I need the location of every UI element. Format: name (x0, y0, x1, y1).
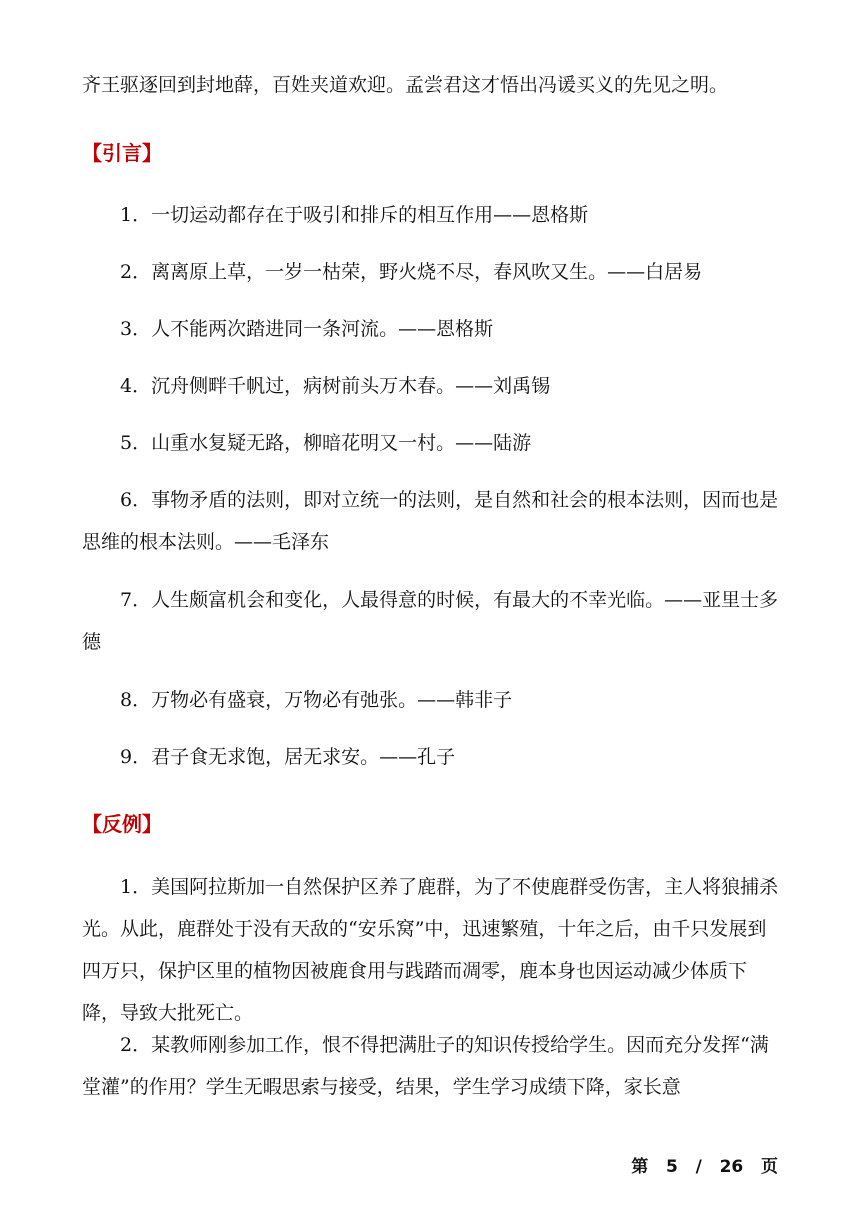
quote-item-3: 3．人不能两次踏进同一条河流。——恩格斯 (120, 318, 494, 340)
page-prefix: 第 (631, 1157, 649, 1177)
page-separator: / (695, 1157, 702, 1177)
quote-item-9: 9．君子食无求饱，居无求安。——孔子 (120, 746, 456, 768)
quote-item-6: 6．事物矛盾的法则，即对立统一的法则，是自然和社会的根本法则，因而也是思维的根本法则。——毛泽东 (82, 489, 779, 553)
counterexample-item-1: 1．美国阿拉斯加一自然保护区养了鹿群，为了不使鹿群受伤害，主人将狼捕杀光。从此，鹿群处于没有天敌的“安乐窝”中，迅速繁殖，十年之后，由千只发展到四万只，保护区里的植物因被鹿食用与践踏而凋零，鹿本身也因运动减少体质下降，导致大批死亡。 (82, 876, 779, 1024)
page-footer (631, 1152, 778, 1177)
current-page-number: 5 (665, 1157, 678, 1177)
continuation-paragraph: 齐王驱逐回到封地薛，百姓夹道欢迎。孟尝君这才悟出冯谖买义的先见之明。 (82, 74, 729, 96)
quote-item-7: 7．人生颇富机会和变化，人最得意的时候，有最大的不幸光临。——亚里士多德 (82, 589, 779, 653)
counterexample-item-2: 2．某教师刚参加工作，恨不得把满肚子的知识传授给学生。因而充分发挥“满堂灌”的作用？学生无暇思索与接受，结果，学生学习成绩下降，家长意 (82, 1034, 769, 1098)
counterexamples-heading: 【反例】 (82, 812, 162, 836)
quote-item-8: 8．万物必有盛衰，万物必有弛张。——韩非子 (120, 689, 513, 711)
total-pages-number: 26 (719, 1157, 744, 1177)
page-suffix: 页 (761, 1157, 778, 1177)
quote-item-2: 2．离离原上草，一岁一枯荣，野火烧不尽，春风吹又生。——白居易 (120, 261, 703, 283)
quote-item-4: 4．沉舟侧畔千帆过，病树前头万木春。——刘禹锡 (120, 375, 551, 397)
quote-item-1: 1．一切运动都存在于吸引和排斥的相互作用——恩格斯 (120, 204, 589, 226)
quotes-heading: 【引言】 (82, 141, 162, 165)
quote-item-5: 5．山重水复疑无路，柳暗花明又一村。——陆游 (120, 432, 532, 454)
